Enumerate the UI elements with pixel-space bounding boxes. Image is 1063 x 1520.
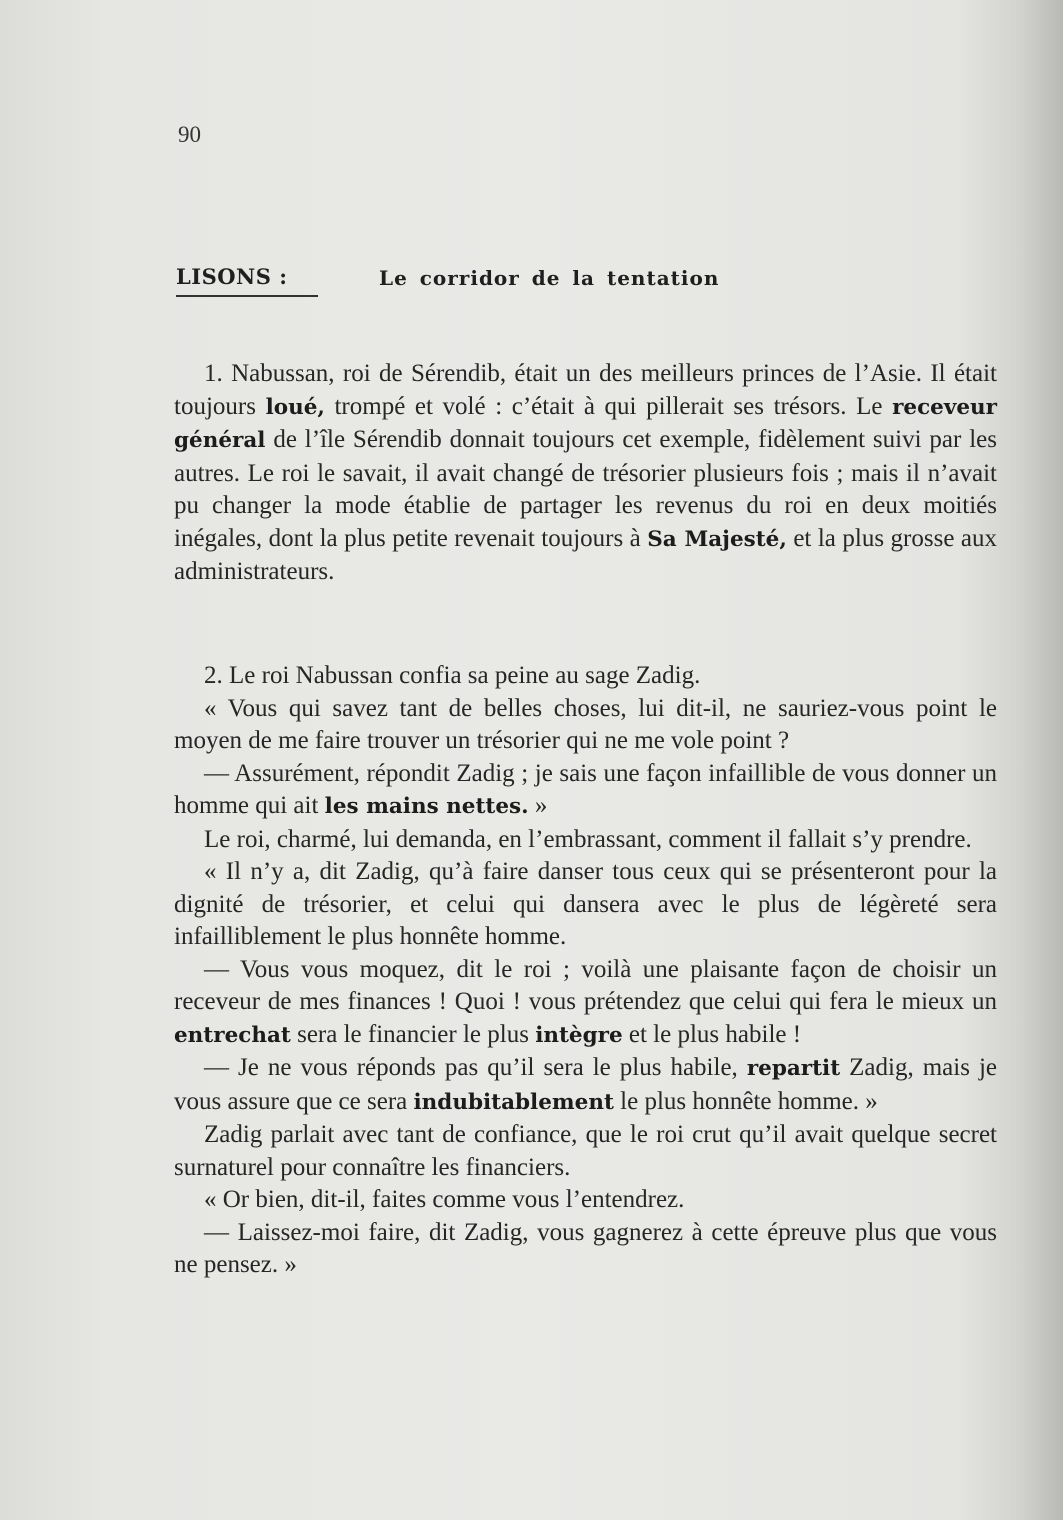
- paragraph: [174, 1119, 997, 1184]
- heading-label: LISONS :: [176, 264, 288, 289]
- bold-term: entrechat: [174, 1022, 291, 1048]
- text-run: Zadig parlait avec tant de confiance, que le roi crut qu’il avait quelque secret surnaturel pour connaître les financiers.: [174, 1121, 997, 1181]
- page-number: 90: [178, 122, 201, 147]
- paragraph: [174, 1217, 997, 1282]
- bold-term: repartit: [746, 1056, 841, 1081]
- text-run: « Vous qui savez tant de belles choses, lui dit-il, ne sauriez-vous point le moyen de me faire trouver un trésorier qui ne me vole point ?: [174, 694, 997, 754]
- text-run: sera le financier le plus: [290, 1020, 536, 1048]
- paragraph: [174, 856, 997, 954]
- text-run: et la plus grosse aux administrateurs.: [174, 524, 997, 585]
- paragraph: [174, 1184, 997, 1217]
- bold-term: indubitablement: [413, 1089, 614, 1115]
- text-run: 1. Nabussan, roi de Sérendib, était un des meilleurs princes de l’Asie. Il était toujours: [174, 360, 997, 420]
- text-run: le plus honnête homme. »: [613, 1087, 878, 1115]
- text-run: de l’île Sérendib donnait toujours cet exemple, fidèlement suivi par les autres. Le roi le savait, il avait changé de trésorier plusieurs fois ; mais il n’avait pu changer la mode établie de partager les revenus du roi en deux moitiés inégales, dont la plus petite revenait toujours à: [174, 426, 997, 552]
- paragraph: [174, 824, 997, 857]
- text-run: « Or bien, dit-il, faites comme vous l’entendrez.: [204, 1186, 685, 1213]
- paragraph: [174, 758, 997, 824]
- text-run: — Je ne vous réponds pas qu’il sera le plus habile,: [204, 1054, 747, 1081]
- heading-title: Le corridor de la tentation: [379, 266, 720, 290]
- bold-term: receveur général: [174, 394, 997, 453]
- text-run: »: [528, 792, 548, 819]
- text-run: et le plus habile !: [622, 1020, 802, 1048]
- paragraph: [174, 660, 997, 693]
- bold-term: les mains nettes.: [324, 794, 529, 819]
- bold-term: Sa Majesté,: [647, 526, 787, 552]
- text-run: — Assurément, répondit Zadig ; je sais une façon infaillible de vous donner un homme qui ait: [174, 759, 997, 819]
- heading-underline: [176, 295, 318, 297]
- text-run: Zadig, mais je vous assure que ce sera: [174, 1054, 998, 1115]
- text-run: 2. Le roi Nabussan confia sa peine au sage Zadig.: [204, 662, 701, 689]
- text-run: — Vous vous moquez, dit le roi ; voilà une plaisante façon de choisir un receveur de mes finances ! Quoi ! vous prétendez que celui qui fera le mieux un: [174, 955, 997, 1015]
- section-heading: [176, 264, 996, 304]
- paragraph-section-2: [174, 660, 997, 1282]
- paragraph: [174, 358, 997, 589]
- text-run: « Il n’y a, dit Zadig, qu’à faire danser tous ceux qui se présenteront pour la dignité de trésorier, et celui qui dansera avec le plus de légèreté sera infailliblement le plus honnête homme.: [174, 858, 997, 950]
- bold-term: loué,: [265, 394, 325, 420]
- bold-term: intègre: [535, 1022, 623, 1048]
- paragraph: [174, 954, 997, 1053]
- text-run: Le roi, charmé, lui demanda, en l’embrassant, comment il fallait s’y prendre.: [204, 825, 972, 853]
- text-run: — Laissez-moi faire, dit Zadig, vous gagnerez à cette épreuve plus que vous ne pensez. »: [174, 1218, 997, 1278]
- paragraph: [174, 693, 997, 758]
- paragraph-section-1: [174, 358, 997, 589]
- text-run: trompé et volé : c’était à qui pillerait ses trésors. Le: [324, 392, 893, 420]
- paragraph: [174, 1052, 997, 1119]
